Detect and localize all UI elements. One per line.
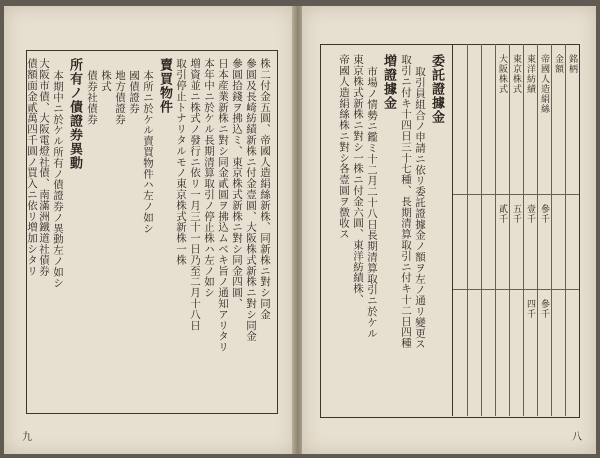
section-heading-deposit: 委託證據金 bbox=[429, 54, 444, 124]
left-col-1: 株二付金五圓、帝國人造絹絲新株、同新株ニ對シ同金 bbox=[259, 58, 271, 320]
table-header: 大阪株式 bbox=[497, 54, 507, 94]
left-col-11: 地方債證券 bbox=[114, 70, 126, 125]
table-header: 銘柄 bbox=[567, 54, 577, 74]
table-cell: 四千 bbox=[525, 299, 535, 319]
section-heading-trading-items: 賣買物件 bbox=[157, 58, 172, 114]
left-col-6: 増資並ニ株式ノ發行ニ依リ一月三十一日乃至二月十八日 bbox=[189, 58, 201, 331]
table-cell: 壹千 bbox=[525, 204, 535, 224]
table-header: 帝國人造絹絲 bbox=[539, 54, 549, 114]
table-cell: 五千 bbox=[511, 204, 521, 224]
right-col-3: 取引ニ付キ十四日三十七種、長期清算取引ニ付キ十二日四種 bbox=[400, 54, 412, 349]
table-cell: 貳千 bbox=[497, 204, 507, 224]
left-col-10: 國債證券 bbox=[128, 70, 140, 114]
left-page-number: 九 bbox=[22, 432, 32, 443]
table-column bbox=[467, 44, 482, 416]
right-col-7: 帝國人造絹絲株ニ對シ各壹圓ヲ徴收ス bbox=[338, 54, 350, 240]
table-header: 金額 bbox=[553, 54, 563, 74]
left-col-12: 株式 bbox=[100, 70, 112, 92]
left-page bbox=[4, 6, 294, 454]
left-col-7: 取引停止トナリタルモノ東京株式新株一株 bbox=[175, 58, 187, 266]
right-col-2: 取引員組合ノ申請ニ依リ委託證據金ノ額ヲ左ノ通リ變更ス bbox=[414, 66, 426, 350]
left-col-4: 日本産業新株ニ對シ同金貳圓ヲ拂込ムベキ旨ノ通知アリタリ bbox=[217, 58, 229, 353]
left-col-3: 參圓拾錢ヲ拂込ミ、東京株式新株ニ對シ同金四圓、 bbox=[231, 58, 243, 309]
table-column bbox=[481, 44, 496, 416]
table-cell: 參千 bbox=[539, 204, 549, 224]
right-col-6: 東京株式新株ニ對シ一株ニ付金六圓、東洋紡績株、 bbox=[352, 54, 364, 305]
left-col-2: 參圓及長崎紡績新株ニ付金壹圓、大阪株式新株ニ對シ同金 bbox=[245, 58, 257, 342]
right-page bbox=[302, 6, 596, 454]
left-col-13: 債券社債券 bbox=[86, 70, 98, 125]
table-header: 東洋紡績 bbox=[525, 54, 535, 94]
section-heading-bond-changes: 所有ノ債證券異動 bbox=[67, 58, 82, 170]
table-header: 東京株式 bbox=[511, 54, 521, 94]
table-cell: 參千 bbox=[539, 299, 549, 319]
left-col-17: 債額面金貳萬四千圓ノ買入ニ依リ増加シタリ bbox=[26, 58, 38, 276]
left-col-16: 大阪市債、大阪電燈社債、南滿洲鐵道社債券 bbox=[38, 58, 50, 276]
right-page-number: 八 bbox=[572, 432, 582, 443]
right-col-5: 市場ノ情勢ニ鑑ミ十二月二十八日長期清算取引ニ於ケル bbox=[366, 66, 378, 339]
section-heading-extra-deposit: 増證據金 bbox=[381, 54, 396, 110]
left-col-5: 本年中ニ於ケル長期清算取引ノ停止株ハ左ノ如シ bbox=[203, 58, 215, 298]
margin-table bbox=[452, 44, 579, 416]
left-col-9: 本所ニ於ケル賣買物件ハ左ノ如シ bbox=[142, 70, 154, 234]
left-col-15: 本期中ニ於ケル所有ノ債證券ノ異動左ノ如シ bbox=[52, 70, 64, 288]
